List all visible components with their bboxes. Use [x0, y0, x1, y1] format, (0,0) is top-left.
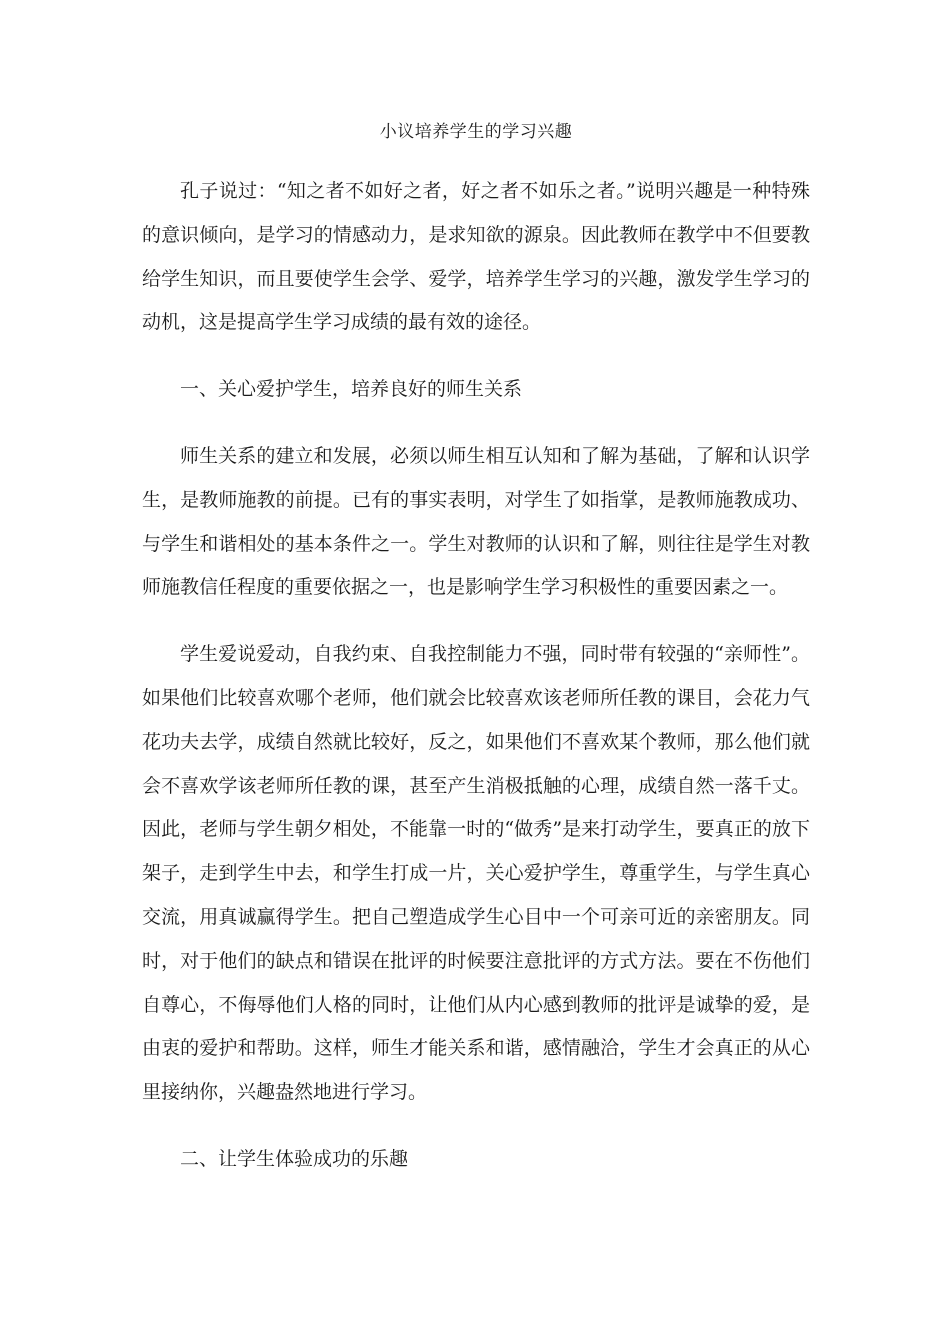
- document-title: 小议培养学生的学习兴趣: [379, 122, 573, 142]
- paragraph-intro: 孔子说过：“知之者不如好之者，好之者不如乐之者。”说明兴趣是一种特殊的意识倾向，是学习的情感动力，是求知欲的源泉。因此教师在教学中不但要教给学生知识，而且要使学生会学、爱学，培养学生学习的兴趣，激发学生学习的动机，这是提高学生学习成绩的最有效的途径。: [142, 180, 810, 334]
- section-heading-2: 二、让学生体验成功的乐趣: [180, 1147, 409, 1170]
- paragraph-teacher-student-relationship: 师生关系的建立和发展，必须以师生相互认知和了解为基础，了解和认识学生，是教师施教的前提。已有的事实表明，对学生了如指掌，是教师施教成功、与学生和谐相处的基本条件之一。学生对教师的认识和了解，则往往是学生对教师施教信任程度的重要依据之一，也是影响学生学习积极性的重要因素之一。: [142, 444, 810, 599]
- paragraph-student-affinity: 学生爱说爱动，自我约束、自我控制能力不强，同时带有较强的“亲师性”。如果他们比较喜欢哪个老师，他们就会比较喜欢该老师所任教的课目，会花力气花功夫去学，成绩自然就比较好，反之，如果他们不喜欢某个教师，那么他们就会不喜欢学该老师所任教的课，甚至产生消极抵触的心理，成绩自然一落千丈。因此，老师与学生朝夕相处，不能靠一时的“做秀”是来打动学生，要真正的放下架子，走到学生中去，和学生打成一片，关心爱护学生，尊重学生，与学生真心交流，用真诚赢得学生。把自己塑造成学生心目中一个可亲可近的亲密朋友。同时，对于他们的缺点和错误在批评的时候要注意批评的方式方法。要在不伤他们自尊心，不侮辱他们人格的同时，让他们从内心感到教师的批评是诚挚的爱，是由衷的爱护和帮助。这样，师生才能关系和谐，感情融洽，学生才会真正的从心里接纳你，兴趣盎然地进行学习。: [142, 643, 810, 1104]
- document-page: [142, 118, 810, 1205]
- section-heading-1: 一、关心爱护学生，培养良好的师生关系: [180, 378, 523, 401]
